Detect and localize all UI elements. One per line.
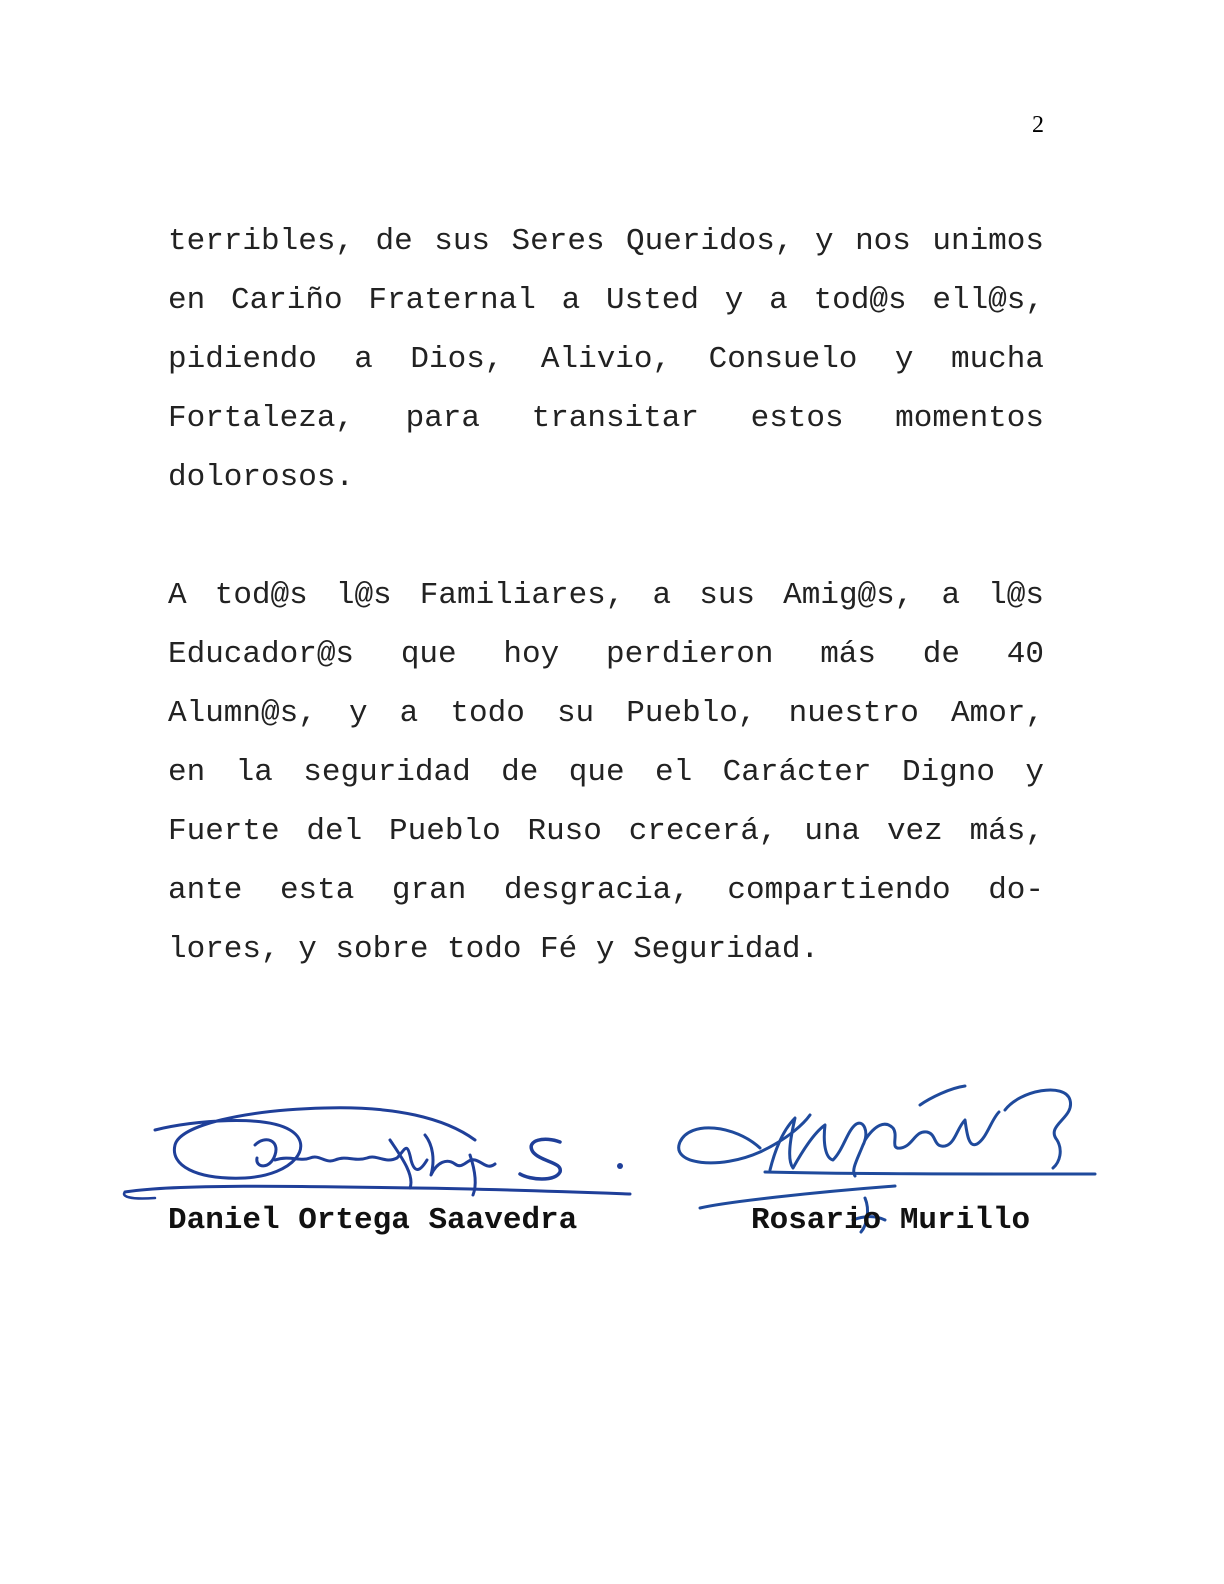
- paragraph-line: ante esta gran desgracia, compartiendo do-: [168, 873, 1044, 908]
- paragraph-line: en Cariño Fraternal a Usted y a tod@s ell@s,: [168, 283, 1044, 318]
- paragraph-line: Educador@s que hoy perdieron más de 40: [168, 637, 1044, 672]
- paragraph-1: [168, 212, 1044, 507]
- signature-ortega: [115, 1100, 645, 1210]
- paragraph-line: lores, y sobre todo Fé y Seguridad.: [168, 932, 820, 967]
- paragraph-line: dolorosos.: [168, 460, 355, 495]
- paragraph-line: en la seguridad de que el Carácter Digno y: [168, 755, 1044, 790]
- signatory-name-murillo: Rosario Murillo: [751, 1203, 1031, 1238]
- signatory-name-ortega: Daniel Ortega Saavedra: [168, 1203, 578, 1238]
- paragraph-line: pidiendo a Dios, Alivio, Consuelo y mucha: [168, 342, 1044, 377]
- paragraph-2: [168, 566, 1044, 979]
- page-number: 2: [1032, 112, 1044, 138]
- paragraph-line: terribles, de sus Seres Queridos, y nos unimos: [168, 224, 1044, 259]
- paragraph-line: Alumn@s, y a todo su Pueblo, nuestro Amor,: [168, 696, 1044, 731]
- paragraph-line: Fortaleza, para transitar estos momentos: [168, 401, 1044, 436]
- paragraph-line: A tod@s l@s Familiares, a sus Amig@s, a l@s: [168, 578, 1044, 613]
- paragraph-line: Fuerte del Pueblo Ruso crecerá, una vez más,: [168, 814, 1044, 849]
